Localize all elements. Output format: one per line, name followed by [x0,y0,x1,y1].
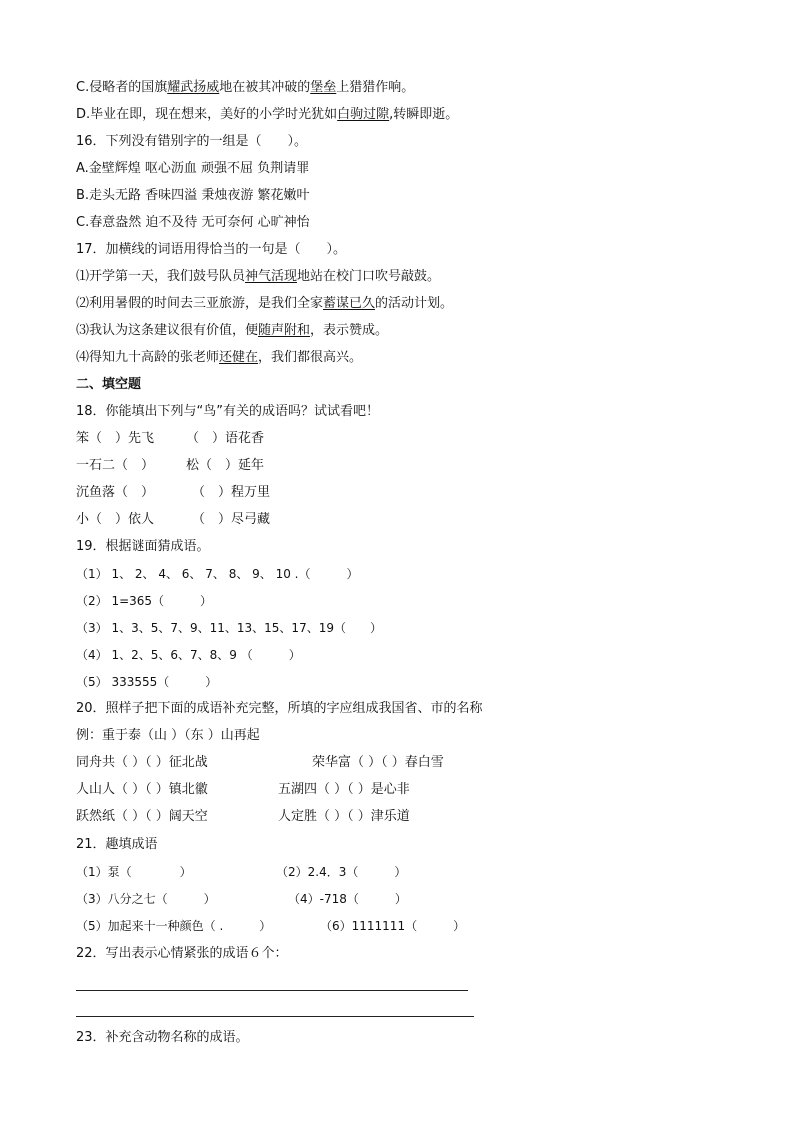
underlined-word: 神气活现 [245,269,298,284]
underlined-word: 蓄谋已久 [323,296,376,311]
q18-row-4-right: （ ）尽弓藏 [192,512,271,527]
q19-item-3: （3） 1、3、5、7、9、11、13、15、17、19（ ） [76,621,382,635]
q20-row-1-right: 荣华富（ ）（ ）春白雪 [312,755,444,770]
q16-option-a: A.金壁辉煌 呕心沥血 顽强不屈 负荆请罪 [76,161,310,176]
q17-stem: 17．加横线的词语用得恰当的一句是（ ）。 [76,242,347,257]
q18-stem: 18．你能填出下列与“鸟”有关的成语吗？试试看吧！ [76,404,380,419]
q22-stem: 22．写出表示心情紧张的成语６个： [76,946,288,961]
q19-stem: 19．根据谜面猜成语。 [76,539,210,554]
q19-item-2: （2） 1=365（ ） [76,594,213,608]
q21-item-1: （1）泵（ ） [76,865,192,879]
answer-line[interactable] [76,1016,474,1017]
q20-row-3-right: 人定胜（ ）（ ）津乐道 [278,809,410,824]
q20-row-1-left: 同舟共（ ）（ ）征北战 [76,755,208,770]
q20-row-3-left: 跃然纸（ ）（ ）阔天空 [76,809,208,824]
q19-item-4: （4） 1、2、5、6、7、8、9 （ ） [76,648,301,662]
q18-row-3-left: 沉鱼落（ ） [76,485,155,500]
q20-row-2-right: 五湖四（ ）（ ）是心非 [278,782,410,797]
q16-option-c: C.春意盎然 迫不及待 无可奈何 心旷神怡 [76,215,310,230]
q21-item-3: （3）八分之七（ ） [76,892,216,906]
q18-row-2-left: 一石二（ ） [76,458,155,473]
q15-option-c: C.侵略者的国旗耀武扬威地在被其冲破的堡垒上猎猎作响。 [76,80,415,95]
q21-stem: 21．趣填成语 [76,837,158,852]
q21-item-6: （6）1111111（ ） [320,919,466,933]
q18-row-3-right: （ ）程万里 [192,485,271,500]
q21-item-5: （5）加起来十一种颜色（ . ） [76,919,272,933]
q16-option-b: B.走头无路 香味四溢 秉烛夜游 繁花嫩叶 [76,188,310,203]
answer-line[interactable] [76,990,468,991]
q16-stem: 16．下列没有错别字的一组是（ ）。 [76,134,308,149]
underlined-word: 堡垒 [310,80,337,95]
section-heading: 二、填空题 [76,377,142,392]
q20-row-2-left: 人山人（ ）（ ）镇北徽 [76,782,208,797]
q19-item-1: （1） 1、 2、 4、 6、 7、 8、 9、 10 .（ ） [76,567,359,581]
underlined-word: 还健在 [219,350,259,365]
q20-example: 例：重于泰（山 ）（东 ）山再起 [76,728,260,743]
underlined-word: 随声附和 [258,323,311,338]
q17-sentence-2: ⑵利用暑假的时间去三亚旅游，是我们全家蓄谋已久的活动计划。 [76,296,454,311]
q18-row-1-left: 笨（ ）先飞 [76,431,155,446]
q18-row-1-right: （ ）语花香 [186,431,265,446]
q17-sentence-3: ⑶我认为这条建议很有价值，便随声附和，表示赞成。 [76,323,389,338]
q17-sentence-4: ⑷得知九十高龄的张老师还健在，我们都很高兴。 [76,350,363,365]
underlined-word: 白驹过隙 [337,107,390,122]
q23-stem: 23．补充含动物名称的成语。 [76,1030,249,1045]
q21-item-4: （4）-718（ ） [288,892,407,906]
q15-option-d: D.毕业在即，现在想来，美好的小学时光犹如白驹过隙,转瞬即逝。 [76,107,459,122]
q21-item-2: （2）2.4．3（ ） [276,865,407,879]
q17-sentence-1: ⑴开学第一天，我们鼓号队员神气活现地站在校门口吹号敲鼓。 [76,269,441,284]
q18-row-4-left: 小（ ）依人 [76,512,155,527]
q20-stem: 20．照样子把下面的成语补充完整，所填的字应组成我国省、市的名称 [76,701,483,716]
q18-row-2-right: 松（ ）延年 [186,458,265,473]
q19-item-5: （5） 333555（ ） [76,675,218,689]
underlined-word: 耀武扬威 [167,80,220,95]
